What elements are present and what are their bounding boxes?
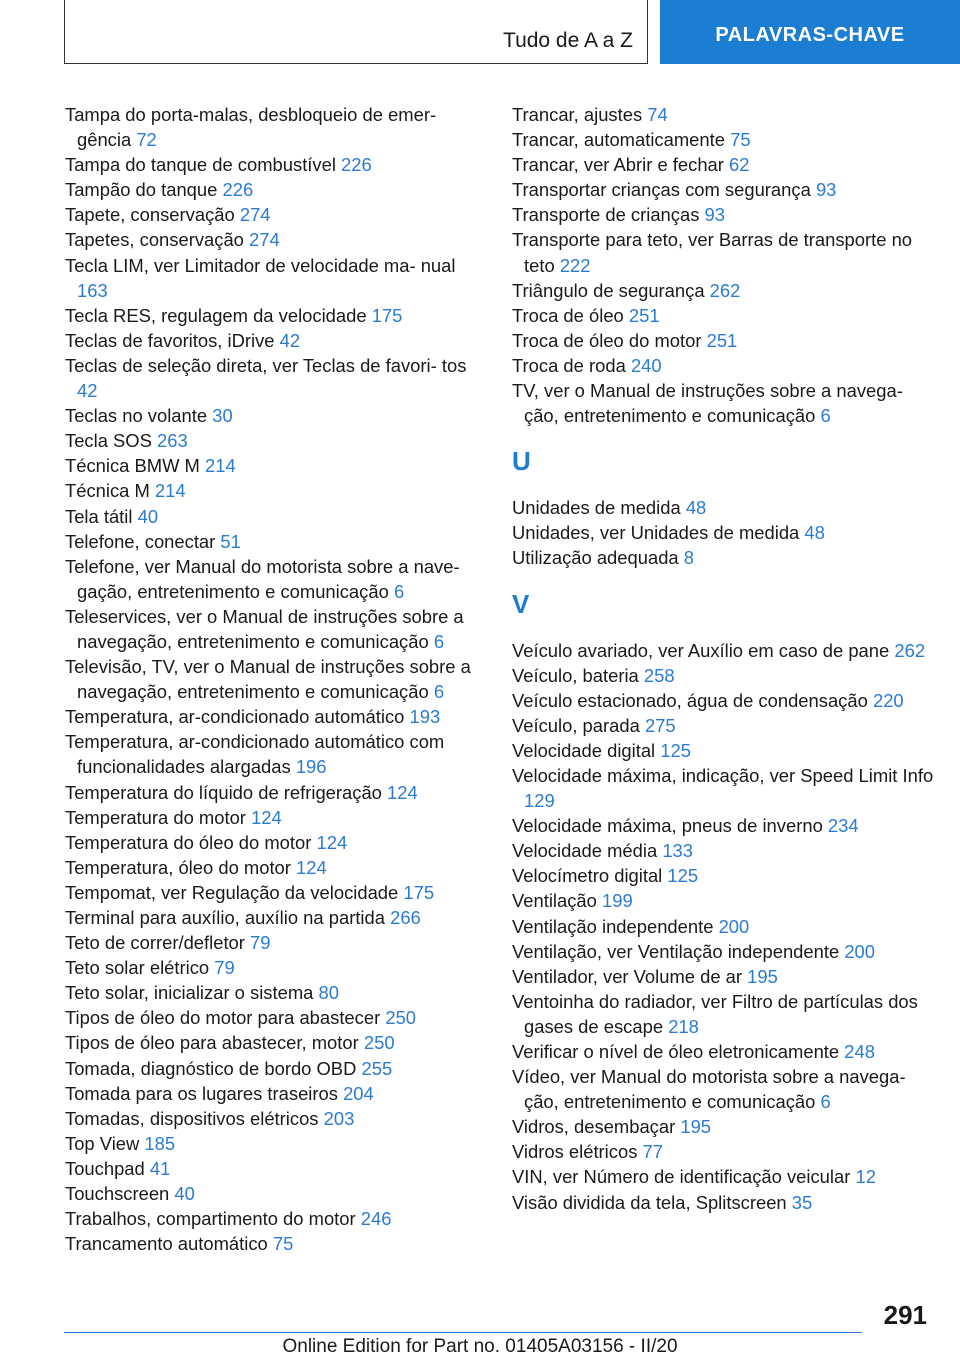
index-entry (512, 964, 937, 989)
index-entry (512, 127, 937, 152)
page-reference-link[interactable]: 195 (680, 1116, 712, 1138)
index-entry (512, 1139, 937, 1164)
page-reference-link[interactable]: 250 (363, 1032, 395, 1054)
index-entry-text: Troca de roda (512, 354, 626, 376)
index-entry-text: Tecla SOS (65, 430, 152, 452)
index-entry-text: Televisão, TV, ver o Manual de instruções sobre a navegação, entretenimento e comunicação (65, 656, 471, 703)
index-entry (512, 1064, 937, 1114)
page-reference-link[interactable]: 222 (559, 254, 591, 276)
index-entry-text: Veículo avariado, ver Auxílio em caso de pane (512, 639, 890, 661)
page-reference-link[interactable]: 196 (295, 756, 327, 778)
index-entry-text: Veículo, bateria (512, 664, 639, 686)
index-entry (512, 328, 937, 353)
index-entry-text: Vidros, desembaçar (512, 1116, 676, 1138)
index-entry (65, 554, 485, 604)
index-entry (65, 1081, 485, 1106)
page-reference-link[interactable]: 266 (390, 907, 421, 928)
index-entry (65, 328, 485, 353)
page-reference-link[interactable]: 42 (279, 329, 301, 351)
page-reference-link[interactable]: 62 (729, 154, 750, 176)
index-entry (512, 278, 937, 303)
index-entry (512, 939, 937, 964)
index-entry (512, 495, 937, 520)
index-entry-text: Ventilação, ver Ventilação independente (512, 940, 840, 962)
page-reference-link[interactable]: 199 (602, 890, 633, 912)
section-letter-u: U (512, 446, 531, 477)
keywords-tab[interactable]: PALAVRAS-CHAVE (660, 0, 960, 64)
index-entry (512, 353, 937, 378)
page-reference-link[interactable]: 195 (747, 965, 778, 987)
page-reference-link[interactable]: 251 (628, 304, 660, 326)
index-entry (65, 855, 485, 880)
index-entry (65, 1056, 485, 1081)
page-reference-link[interactable]: 124 (316, 831, 348, 853)
index-entry-text: Velocidade máxima, indicação, ver Speed Limit Info (512, 764, 934, 786)
index-entry-text: Tela tátil (65, 505, 133, 527)
index-entry-text: Veículo estacionado, água de condensação (512, 689, 868, 711)
index-entry (65, 780, 485, 805)
page-reference-link[interactable]: 240 (630, 354, 662, 376)
index-entry (65, 704, 485, 729)
index-entry (512, 303, 937, 328)
index-entry-text: Trabalhos, compartimento do motor (65, 1208, 356, 1230)
index-entry (512, 713, 937, 738)
page-reference-link[interactable]: 263 (157, 430, 188, 452)
index-entry-text: Teclas no volante (65, 405, 208, 427)
index-entry-text: VIN, ver Número de identificação veicular (512, 1166, 851, 1188)
page-reference-link[interactable]: 74 (647, 104, 668, 125)
page-reference-link[interactable]: 274 (249, 229, 280, 251)
page-reference-link[interactable]: 185 (144, 1132, 176, 1154)
index-entry-text: Técnica M (65, 480, 150, 502)
index-entry (65, 830, 485, 855)
index-entry-text: Temperatura, óleo do motor (65, 856, 291, 878)
page-reference-link[interactable]: 275 (644, 714, 676, 736)
index-entry (512, 202, 937, 227)
index-entry (65, 880, 485, 905)
index-entry-text: Trancar, ver Abrir e fechar (512, 154, 724, 176)
index-entry-text: Tomada para os lugares traseiros (65, 1082, 338, 1104)
page-reference-link[interactable]: 51 (220, 530, 241, 552)
index-entry (65, 930, 485, 955)
index-entry (65, 453, 485, 478)
page-reference-link[interactable]: 251 (706, 329, 738, 351)
page-reference-link[interactable]: 204 (343, 1082, 374, 1104)
index-entry-text: Temperatura do motor (65, 806, 246, 828)
index-entry-text: Vídeo, ver Manual do motorista sobre a navega‐ ção, entretenimento e comunicação (512, 1066, 906, 1113)
index-entry-text: Ventilação (512, 890, 597, 912)
index-column-right (512, 102, 937, 1215)
footer-divider (64, 1332, 862, 1333)
index-entry (512, 545, 937, 570)
index-entry-text: Tomada, diagnóstico de bordo OBD (65, 1057, 357, 1079)
index-entry (65, 227, 485, 252)
index-entry (65, 152, 485, 177)
index-entry (512, 738, 937, 763)
index-group-u (512, 495, 937, 570)
page-reference-link[interactable]: 40 (137, 505, 159, 527)
index-entry-text: Unidades de medida (512, 497, 681, 519)
index-entry (65, 654, 485, 704)
index-entry-text: Troca de óleo do motor (512, 329, 702, 351)
index-entry-text: Teto solar, inicializar o sistema (65, 982, 314, 1004)
page-reference-link[interactable]: 125 (667, 865, 699, 887)
page-reference-link[interactable]: 77 (642, 1141, 663, 1163)
page-reference-link[interactable]: 218 (668, 1015, 699, 1037)
index-entry-text: Utilização adequada (512, 547, 679, 569)
index-entry (65, 729, 485, 779)
index-entry-text: Tecla RES, regulagem da velocidade (65, 304, 367, 326)
index-entry-text: Ventilador, ver Volume de ar (512, 965, 743, 987)
page-reference-link[interactable]: 6 (820, 1091, 831, 1113)
page-reference-link[interactable]: 75 (272, 1233, 294, 1255)
index-entry-text: Unidades, ver Unidades de medida (512, 522, 800, 544)
index-entry (65, 1156, 485, 1181)
page-reference-link[interactable]: 175 (371, 304, 403, 326)
index-entry-text: Velocidade média (512, 840, 658, 862)
index-entry-text: Tomadas, dispositivos elétricos (65, 1107, 319, 1129)
index-entry-text: Temperatura, ar-condicionado automático (65, 706, 405, 728)
index-entry (65, 353, 485, 403)
index-entry (65, 1181, 485, 1206)
page-reference-link[interactable]: 163 (77, 279, 108, 301)
index-entry-text: Trancar, ajustes (512, 104, 643, 125)
page-reference-link[interactable]: 226 (222, 179, 254, 201)
index-entry-text: Trancamento automático (65, 1233, 268, 1255)
page-reference-link[interactable]: 48 (685, 497, 707, 519)
page-reference-link[interactable]: 274 (239, 204, 271, 226)
index-entry (65, 403, 485, 428)
index-entry-text: Teleservices, ver o Manual de instruções sobre a navegação, entretenimento e comunicação (65, 605, 464, 652)
page-reference-link[interactable]: 42 (77, 380, 98, 402)
index-group-t-continued (512, 102, 937, 428)
index-entry-text: TV, ver o Manual de instruções sobre a navega‐ ção, entretenimento e comunicação (512, 380, 903, 427)
index-entry-text: Transporte de crianças (512, 204, 700, 226)
index-entry (65, 1030, 485, 1055)
page-reference-link[interactable]: 125 (660, 739, 691, 761)
index-entry-text: Telefone, conectar (65, 530, 216, 552)
page-reference-link[interactable]: 6 (433, 630, 445, 652)
index-entry (512, 813, 937, 838)
page-number: 291 (883, 1300, 927, 1330)
page-reference-link[interactable]: 133 (662, 840, 693, 862)
index-entry (512, 102, 937, 127)
index-entry-text: Velocidade máxima, pneus de inverno (512, 815, 823, 837)
index-entry-text: Teclas de favoritos, iDrive (65, 329, 275, 351)
index-entry-text: Teto de correr/defletor (65, 932, 245, 954)
index-entry-text: Visão dividida da tela, Splitscreen (512, 1191, 787, 1213)
page-reference-link[interactable]: 124 (387, 781, 418, 803)
page-reference-link[interactable]: 124 (296, 856, 327, 878)
page-reference-link[interactable]: 6 (393, 580, 405, 602)
index-entry-text: Trancar, automaticamente (512, 129, 725, 151)
index-entry (512, 152, 937, 177)
page-reference-link[interactable]: 35 (791, 1191, 813, 1213)
index-group-v (512, 638, 937, 1215)
index-entry-text: Touchpad (65, 1157, 145, 1179)
page-reference-link[interactable]: 93 (815, 179, 837, 201)
index-entry (65, 202, 485, 227)
page-reference-link[interactable]: 124 (251, 806, 282, 828)
page-reference-link[interactable]: 12 (855, 1166, 876, 1188)
index-entry-text: Tampa do tanque de combustível (65, 154, 336, 176)
index-entry-text: Temperatura, ar-condicionado automático com funcionalidades alargadas (65, 731, 445, 778)
index-entry-text: Técnica BMW M (65, 455, 200, 477)
index-entry (512, 378, 937, 428)
page-reference-link[interactable]: 40 (174, 1183, 195, 1205)
section-letter-v: V (512, 588, 530, 619)
page-reference-link[interactable]: 200 (718, 915, 750, 937)
index-entry (512, 688, 937, 713)
index-entry-text: Tipos de óleo para abastecer, motor (65, 1032, 359, 1054)
page-reference-link[interactable]: 75 (730, 129, 751, 151)
index-entry (512, 1190, 937, 1215)
page-reference-link[interactable]: 175 (403, 881, 435, 903)
index-entry-text: Temperatura do líquido de refrigeração (65, 781, 382, 803)
page-reference-link[interactable]: 30 (212, 405, 233, 427)
page-reference-link[interactable]: 226 (341, 154, 372, 176)
index-entry-text: Terminal para auxílio, auxílio na partida (65, 907, 385, 928)
index-column-left (65, 102, 485, 1256)
index-entry (512, 520, 937, 545)
index-entry (65, 805, 485, 830)
index-entry (512, 1164, 937, 1189)
index-entry (512, 863, 937, 888)
index-entry-text: Tampão do tanque (65, 179, 218, 201)
index-entry (512, 888, 937, 913)
page-reference-link[interactable]: 193 (409, 706, 441, 728)
page-reference-link[interactable]: 262 (709, 279, 741, 301)
index-entry-text: Veículo, parada (512, 714, 640, 736)
index-entry-text: Transporte para teto, ver Barras de transporte no teto (512, 229, 913, 276)
page-reference-link[interactable]: 80 (318, 982, 339, 1004)
page-reference-link[interactable]: 48 (804, 522, 825, 544)
index-entry-text: Triângulo de segurança (512, 279, 705, 301)
index-entry (65, 478, 485, 503)
index-entry-text: Temperatura do óleo do motor (65, 831, 312, 853)
page-reference-link[interactable]: 248 (844, 1041, 875, 1062)
index-entry-text: Ventoinha do radiador, ver Filtro de partículas dos gases de escape (512, 990, 918, 1037)
header-section-box (64, 0, 648, 64)
index-entry (65, 1206, 485, 1231)
index-entry (65, 1131, 485, 1156)
index-entry-text: Tapetes, conservação (65, 229, 244, 251)
index-entry (512, 663, 937, 688)
page-reference-link[interactable]: 262 (894, 639, 926, 661)
index-entry (65, 177, 485, 202)
page-reference-link[interactable]: 220 (872, 689, 904, 711)
page-reference-link[interactable]: 79 (214, 957, 235, 979)
page-reference-link[interactable]: 246 (360, 1208, 392, 1230)
index-entry-text: Touchscreen (65, 1183, 170, 1205)
page-reference-link[interactable]: 93 (704, 204, 725, 226)
page-reference-link[interactable]: 200 (844, 940, 876, 962)
index-entry (65, 955, 485, 980)
index-entry (512, 989, 937, 1039)
page-reference-link[interactable]: 250 (385, 1007, 417, 1029)
index-entry-text: Verificar o nível de óleo eletronicamente (512, 1041, 840, 1062)
index-entry (65, 504, 485, 529)
page-reference-link[interactable]: 41 (149, 1157, 171, 1179)
index-entry-text: Telefone, ver Manual do motorista sobre a nave‐ gação, entretenimento e comunicação (65, 555, 460, 602)
index-entry-text: Transportar crianças com segurança (512, 179, 811, 201)
index-entry-text: Troca de óleo (512, 304, 624, 326)
page-reference-link[interactable]: 79 (250, 932, 271, 954)
index-entry-text: Tipos de óleo do motor para abastecer (65, 1007, 381, 1029)
index-entry (65, 102, 485, 152)
index-entry (65, 1231, 485, 1256)
index-entry (512, 638, 937, 663)
index-entry (512, 177, 937, 202)
index-entry (65, 1106, 485, 1131)
index-entry (65, 529, 485, 554)
index-entry (65, 980, 485, 1005)
index-entry-text: Teclas de seleção direta, ver Teclas de favori‐ tos (65, 354, 467, 376)
index-entry (512, 914, 937, 939)
index-entry-text: Ventilação independente (512, 915, 714, 937)
index-entry (65, 604, 485, 654)
index-entry (512, 763, 937, 813)
page-reference-link[interactable]: 6 (820, 405, 831, 427)
page-reference-link[interactable]: 203 (323, 1107, 355, 1129)
index-entry-text: Teto solar elétrico (65, 957, 210, 979)
page-reference-link[interactable]: 214 (154, 480, 186, 502)
index-entry (65, 1005, 485, 1030)
index-entry (512, 1114, 937, 1139)
page-reference-link[interactable]: 72 (136, 129, 157, 151)
index-entry-text: Tempomat, ver Regulação da velocidade (65, 881, 399, 903)
footer-edition: Online Edition for Part no. 01405A03156 - II/20 (282, 1336, 678, 1357)
page-reference-link[interactable]: 8 (683, 547, 695, 569)
index-entry-text: Vidros elétricos (512, 1141, 638, 1163)
index-entry (512, 1039, 937, 1064)
index-entry-text: Top View (65, 1132, 140, 1154)
index-entry (65, 905, 485, 930)
index-entry (65, 303, 485, 328)
index-entry (512, 227, 937, 277)
index-entry (65, 253, 485, 303)
page-reference-link[interactable]: 129 (524, 790, 555, 812)
index-entry (65, 428, 485, 453)
index-entry-text: Tapete, conservação (65, 204, 235, 226)
page-reference-link[interactable]: 214 (205, 455, 236, 477)
page-reference-link[interactable]: 255 (361, 1057, 393, 1079)
index-entry-text: Tecla LIM, ver Limitador de velocidade ma‐ nual (65, 254, 456, 276)
index-entry (512, 838, 937, 863)
page-reference-link[interactable]: 234 (827, 815, 859, 837)
index-entry-text: Velocidade digital (512, 739, 656, 761)
index-entry-text: Velocímetro digital (512, 865, 663, 887)
page-reference-link[interactable]: 258 (643, 664, 675, 686)
index-entry-text: Tampa do porta-malas, desbloqueio de emer‐ gência (65, 104, 437, 151)
page-reference-link[interactable]: 6 (433, 681, 445, 703)
section-title: Tudo de A a Z (503, 29, 633, 52)
